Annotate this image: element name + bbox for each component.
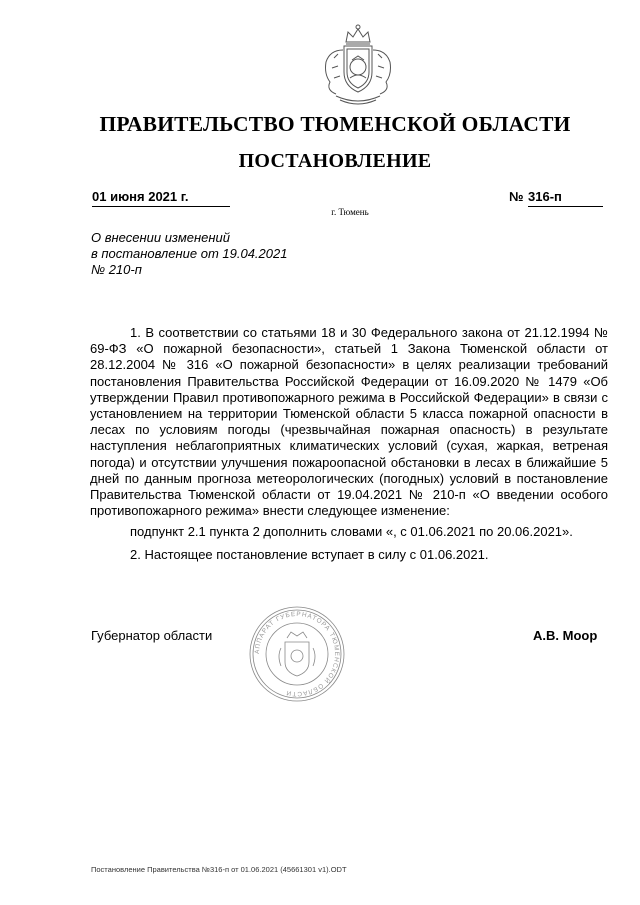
document-footer: Постановление Правительства №316-п от 01.06.2021 (45661301 v1).ODT — [91, 865, 347, 874]
body-paragraph: 1. В соответствии со статьями 18 и 30 Федерального закона от 21.12.1994 № 69-ФЗ «О пожарной безопасности», статьей 1 Закона Тюменской области от 28.12.2004 № 316 «О пожарной безопасности» в целях реализации требований постановления Правительства Российской Федерации от 16.09.2020 № 1479 «Об утверждении Правил противопожарного режима в Российской Федерации» в связи с установлением на территории Тюменской области 5 класса пожарной опасности в лесах по условиям погоды (чрезвычайная пожарная опасность) в результате наступления неблагоприятных климатических условий (сухая, жаркая, ветреная погода) и отсутствии улучшения пожароопасной обстановки в лесах в ближайшие 5 дней по данным прогноза метеорологических (погодных) условий в постановление Правительства Тюменской области от 19.04.2021 № 210-п «О введении особого противопожарного режима» внести следующее изменение: — [90, 325, 608, 519]
seal-text: АППАРАТ ГУБЕРНАТОРА ТЮМЕНСКОЙ ОБЛАСТИ — [253, 610, 341, 698]
document-subject — [91, 230, 351, 278]
number-sign: № — [509, 189, 524, 204]
subject-line: О внесении изменений — [91, 230, 230, 245]
document-number: 316-п — [528, 189, 603, 207]
signatory-title: Губернатор области — [91, 628, 213, 643]
official-seal-stamp — [247, 604, 347, 704]
subject-line: в постановление от 19.04.2021 — [91, 246, 288, 261]
coat-of-arms-emblem — [316, 20, 400, 110]
document-body — [90, 325, 608, 563]
signatory-name: А.В. Моор — [533, 628, 598, 643]
subject-line: № 210-п — [91, 262, 142, 277]
document-type: ПОСТАНОВЛЕНИЕ — [238, 150, 432, 172]
svg-text:АППАРАТ ГУБЕРНАТОРА ТЮМЕНСКОЙ — [254, 611, 340, 697]
body-paragraph: подпункт 2.1 пункта 2 дополнить словами «, с 01.06.2021 по 20.06.2021». — [130, 524, 573, 540]
government-title: ПРАВИТЕЛЬСТВО ТЮМЕНСКОЙ ОБЛАСТИ — [99, 112, 571, 136]
document-date: 01 июня 2021 г. — [92, 189, 230, 207]
document-city: г. Тюмень — [331, 207, 369, 217]
body-paragraph: 2. Настоящее постановление вступает в силу с 01.06.2021. — [130, 546, 489, 562]
